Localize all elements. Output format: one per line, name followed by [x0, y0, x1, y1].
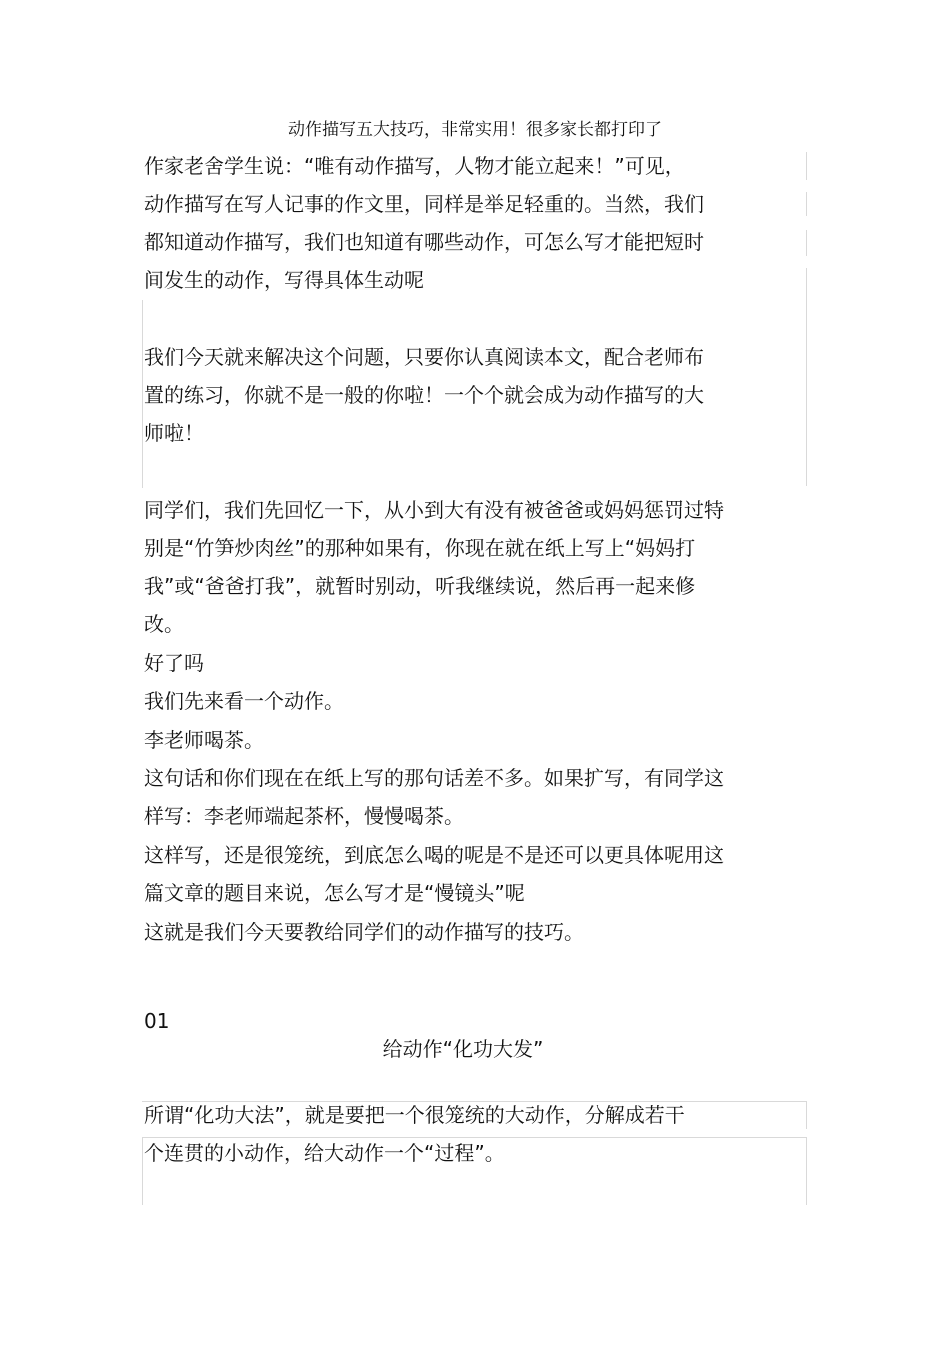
- body-line: 间发生的动作，写得具体生动呢: [144, 268, 424, 292]
- document-title: 动作描写五大技巧，非常实用！很多家长都打印了: [288, 120, 662, 140]
- body-line: 作家老舍学生说：“唯有动作描写，人物才能立起来！”可见，: [144, 154, 685, 178]
- body-line: 同学们，我们先回忆一下，从小到大有没有被爸爸或妈妈惩罚过特: [144, 498, 724, 522]
- section-title: 给动作“化功大发”: [382, 1037, 544, 1061]
- section-line: 所谓“化功大法”，就是要把一个很笼统的大动作，分解成若干: [144, 1103, 685, 1127]
- body-line: 这句话和你们现在在纸上写的那句话差不多。如果扩写，有同学这: [144, 766, 724, 790]
- box-rule: [806, 152, 807, 180]
- body-line: 师啦！: [144, 421, 204, 445]
- body-line: 我”或“爸爸打我”，就暂时别动，听我继续说，然后再一起来修: [144, 574, 696, 598]
- body-line: 改。: [144, 612, 184, 636]
- body-line: 我们先来看一个动作。: [144, 689, 344, 713]
- body-line: 这样写，还是很笼统，到底怎么喝的呢是不是还可以更具体呢用这: [144, 843, 724, 867]
- box-rule: [142, 300, 143, 488]
- box-rule: [806, 230, 807, 256]
- box-rule: [806, 268, 807, 486]
- section-number: 01: [144, 1009, 170, 1033]
- body-line: 好了吗: [144, 651, 204, 675]
- body-line: 动作描写在写人记事的作文里，同样是举足轻重的。当然，我们: [144, 192, 704, 216]
- body-line: 篇文章的题目来说，怎么写才是“慢镜头”呢: [144, 881, 525, 905]
- box-rule: [806, 1137, 807, 1205]
- body-line: 我们今天就来解决这个问题，只要你认真阅读本文，配合老师布: [144, 345, 704, 369]
- body-line: 李老师喝茶。: [144, 728, 264, 752]
- box-rule: [806, 192, 807, 216]
- body-line: 这就是我们今天要教给同学们的动作描写的技巧。: [144, 920, 584, 944]
- box-rule: [806, 1101, 807, 1129]
- section-line: 个连贯的小动作，给大动作一个“过程”。: [144, 1141, 505, 1165]
- body-line: 置的练习，你就不是一般的你啦！一个个就会成为动作描写的大: [144, 383, 704, 407]
- box-rule: [142, 1137, 807, 1138]
- box-rule: [142, 1137, 143, 1205]
- body-line: 别是“竹笋炒肉丝”的那种如果有，你现在就在纸上写上“妈妈打: [144, 536, 696, 560]
- body-line: 样写：李老师端起茶杯，慢慢喝茶。: [144, 804, 464, 828]
- body-line: 都知道动作描写，我们也知道有哪些动作，可怎么写才能把短时: [144, 230, 704, 254]
